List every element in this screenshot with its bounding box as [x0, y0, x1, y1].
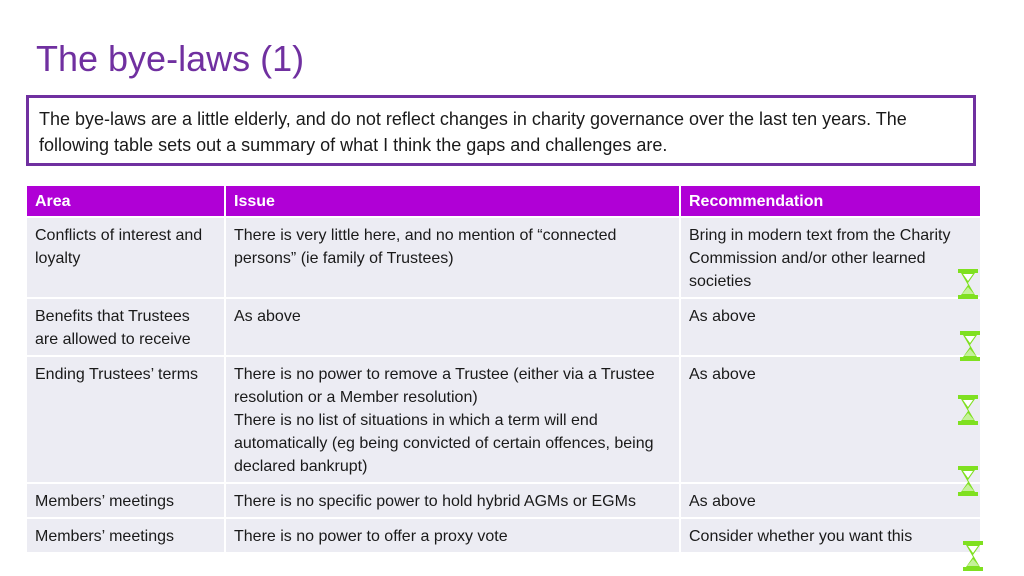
table-row [27, 356, 980, 483]
cell-recommendation: Bring in modern text from the Charity Commission and/or other learned societies [680, 217, 980, 298]
page-title: The bye-laws (1) [36, 38, 305, 79]
table-row [27, 483, 980, 518]
table-row [27, 298, 980, 356]
cell-area: Ending Trustees’ terms [27, 356, 225, 483]
cell-issue [225, 518, 680, 552]
cell-issue [225, 356, 680, 483]
cell-area: Conflicts of interest and loyalty [27, 217, 225, 298]
cell-recommendation: Consider whether you want this [680, 518, 980, 552]
issue-line: There is no power to remove a Trustee (either via a Trustee resolution or a Member resolution) [234, 366, 655, 406]
issue-line: As above [234, 308, 301, 325]
hourglass-icon [962, 540, 984, 572]
issue-line: There is no specific power to hold hybrid AGMs or EGMs [234, 493, 636, 510]
cell-area: Members’ meetings [27, 483, 225, 518]
table-row [27, 518, 980, 552]
cell-issue [225, 217, 680, 298]
cell-recommendation: As above [680, 483, 980, 518]
table-row [27, 217, 980, 298]
hourglass-icon [957, 268, 979, 300]
gaps-table [27, 186, 980, 552]
cell-recommendation: As above [680, 356, 980, 483]
hourglass-icon [957, 465, 979, 497]
cell-area: Benefits that Trustees are allowed to receive [27, 298, 225, 356]
hourglass-icon [957, 394, 979, 426]
table-header-row [27, 186, 980, 217]
header-area: Area [27, 186, 225, 217]
intro-text-box: The bye-laws are a little elderly, and do not reflect changes in charity governance over the last ten years. The following table sets out a summary of what I think the gaps and challenges are. [26, 95, 976, 166]
hourglass-icon [959, 330, 981, 362]
cell-area: Members’ meetings [27, 518, 225, 552]
issue-line: There is no power to offer a proxy vote [234, 528, 508, 545]
cell-issue [225, 298, 680, 356]
cell-issue [225, 483, 680, 518]
header-recommendation: Recommendation [680, 186, 980, 217]
issue-line: There is no list of situations in which a term will end automatically (eg being convicted of certain offences, being declared bankrupt) [234, 412, 654, 475]
cell-recommendation: As above [680, 298, 980, 356]
issue-line: There is very little here, and no mention of “connected persons” (ie family of Trustees) [234, 227, 617, 267]
header-issue: Issue [225, 186, 680, 217]
